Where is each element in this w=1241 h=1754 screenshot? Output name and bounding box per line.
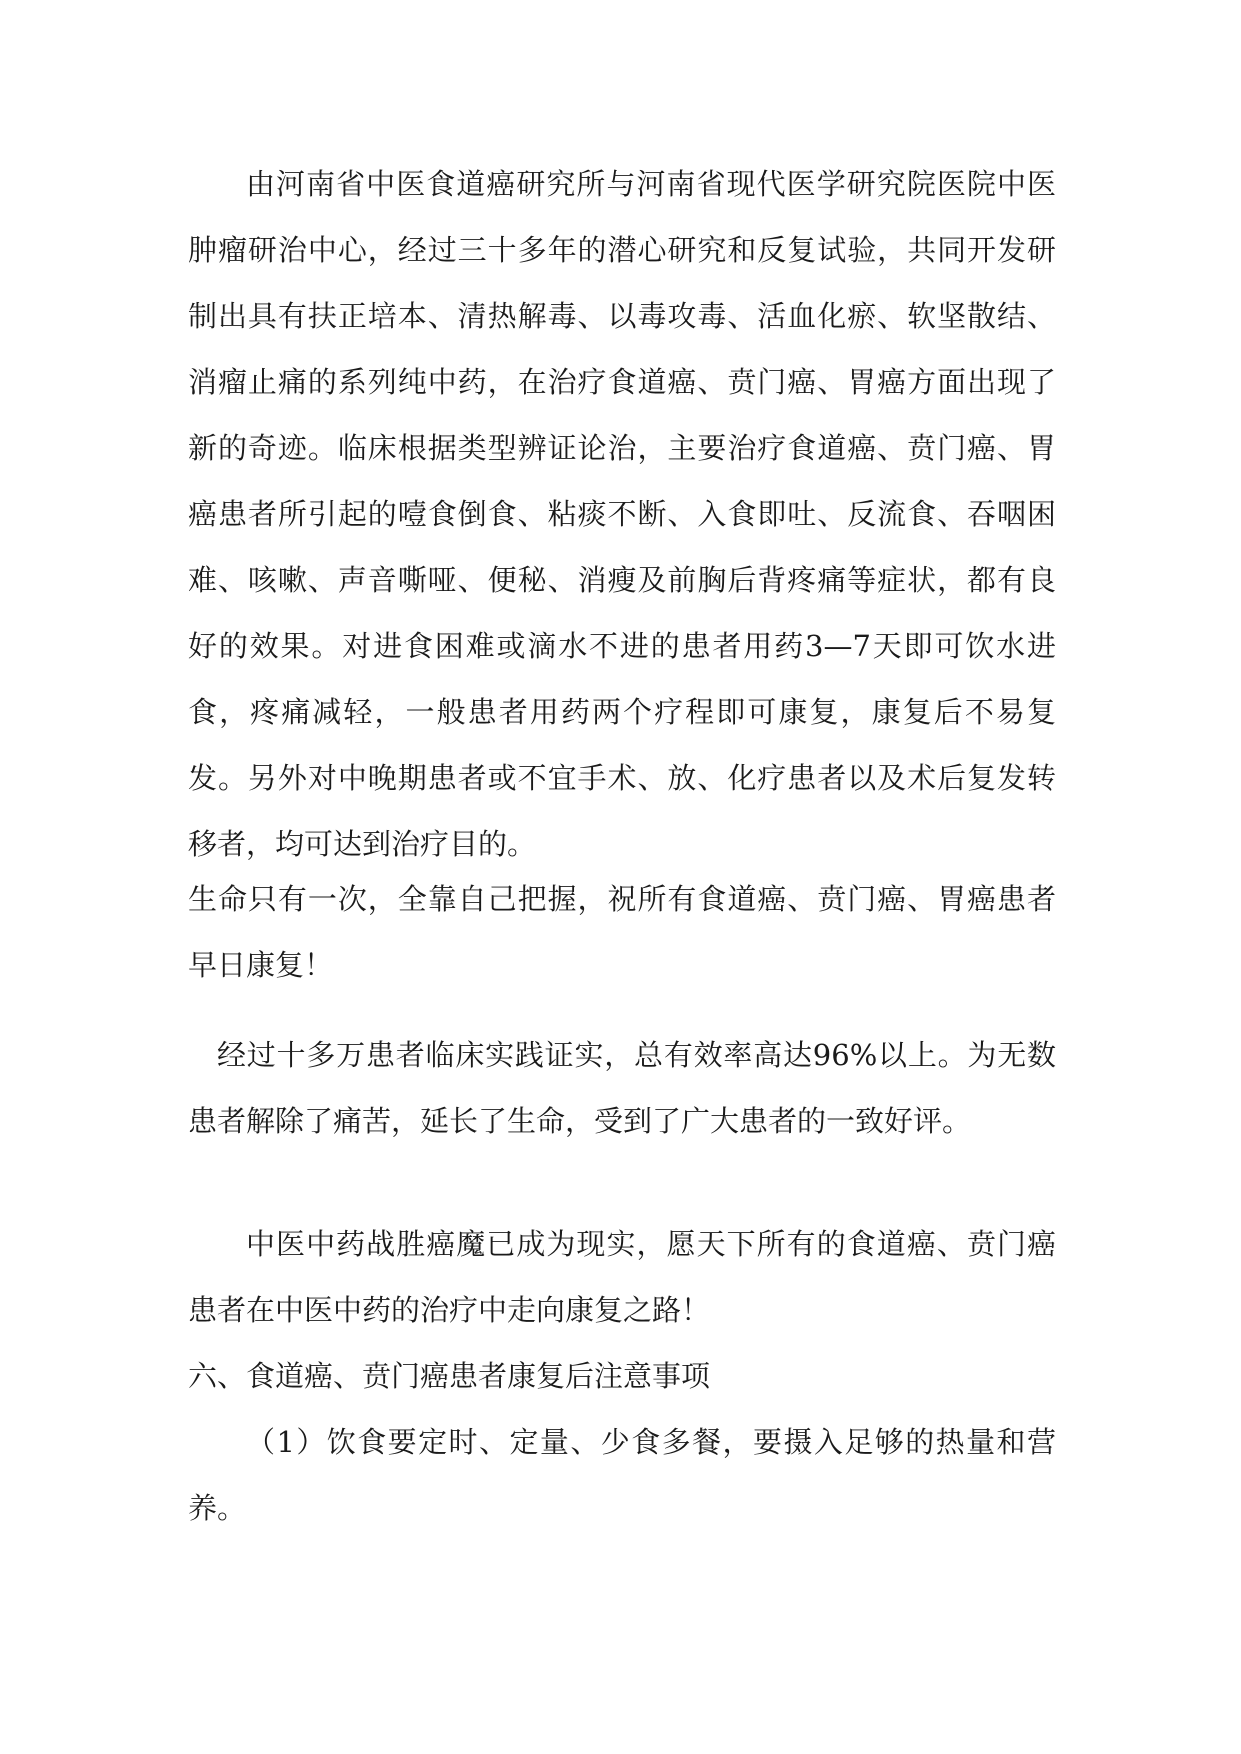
paragraph-conclusion: 中医中药战胜癌魔已成为现实，愿天下所有的食道癌、贲门癌患者在中医中药的治疗中走向康复之路！ <box>188 1227 1056 1327</box>
list-item-diet-note: （1）饮食要定时、定量、少食多餐，要摄入足够的热量和营养。 <box>188 1425 1056 1525</box>
paragraph-treatment-intro: 由河南省中医食道癌研究所与河南省现代医学研究院医院中医肿瘤研治中心，经过三十多年的潜心研究和反复试验，共同开发研制出具有扶正培本、清热解毒、以毒攻毒、活血化瘀、软坚散结、消瘤止痛的系列纯中药，在治疗食道癌、贲门癌、胃癌方面出现了新的奇迹。临床根据类型辨证论治，主要治疗食道癌、贲门癌、胃癌患者所引起的噎食倒食、粘痰不断、入食即吐、反流食、吞咽困难、咳嗽、声音嘶哑、便秘、消瘦及前胸后背疼痛等症状，都有良好的效果。对进食困难或滴水不进的患者用药3—7天即可饮水进食，疼痛减轻，一般患者用药两个疗程即可康复，康复后不易复发。另外对中晚期患者或不宜手术、放、化疗患者以及术后复发转移者，均可达到治疗目的。 <box>188 167 1056 861</box>
section-heading-recovery-notes: 六、食道癌、贲门癌患者康复后注意事项 <box>188 1359 711 1393</box>
paragraph-blessing: 生命只有一次，全靠自己把握，祝所有食道癌、贲门癌、胃癌患者早日康复！ <box>188 882 1056 982</box>
paragraph-effectiveness: 经过十多万患者临床实践证实，总有效率高达96%以上。为无数患者解除了痛苦，延长了生命，受到了广大患者的一致好评。 <box>188 1038 1056 1138</box>
